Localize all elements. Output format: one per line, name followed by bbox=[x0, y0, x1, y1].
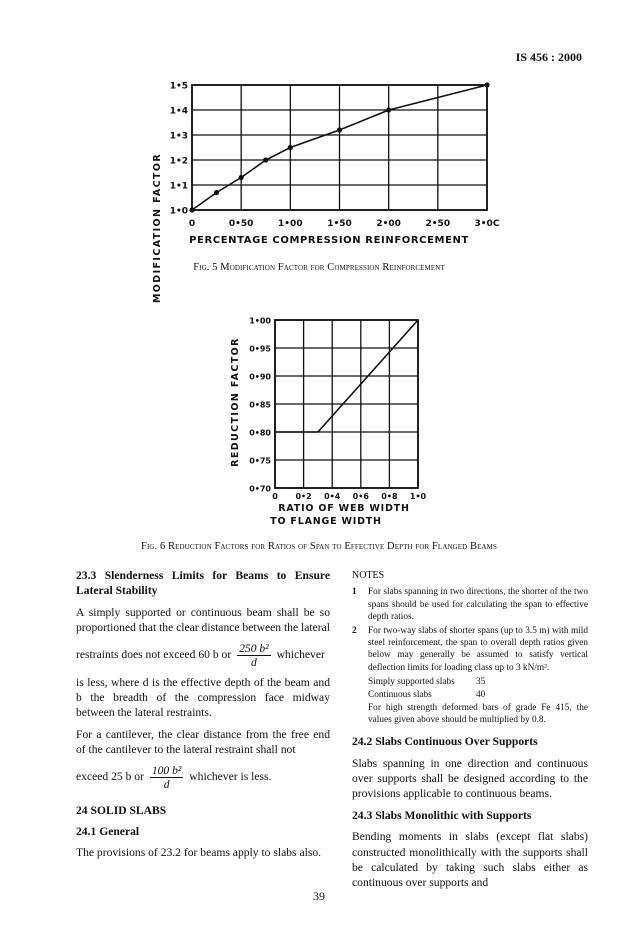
eq2-numerator: 100 b² bbox=[151, 763, 182, 777]
fig6-ytick-label: 0•90 bbox=[249, 372, 271, 382]
section-24-heading: 24 SOLID SLABS bbox=[76, 803, 167, 817]
fig6-ytick-label: 0•75 bbox=[249, 456, 271, 466]
fig5-xtick-label: 2•00 bbox=[376, 219, 401, 229]
paragraph-continuous-slabs: Slabs spanning in one direction and continuous over supports shall be designed according to the provisions applicable to continuous beams. bbox=[352, 756, 588, 801]
notes-title: NOTES bbox=[352, 570, 385, 581]
fig5-data-point bbox=[337, 127, 342, 132]
fig5-data-point bbox=[386, 107, 391, 112]
fig5-tick-labels bbox=[170, 82, 500, 230]
eq2-text-a: exceed 25 b or bbox=[76, 769, 144, 783]
fig5-ytick-label: 1•3 bbox=[169, 131, 188, 142]
note-2-number: 2 bbox=[352, 626, 357, 637]
section-24-1-heading: 24.1 General bbox=[76, 825, 140, 839]
fig5-xtick-label: 1•00 bbox=[278, 219, 303, 229]
eq2-fraction bbox=[150, 764, 184, 791]
eq1-text-b: whichever bbox=[276, 647, 325, 661]
fig5-data-point bbox=[288, 145, 293, 150]
fig6-chart bbox=[0, 296, 638, 546]
fig6-xtick-label: 0•8 bbox=[381, 492, 398, 501]
fig5-data-point bbox=[484, 82, 489, 87]
limit-label: Continuous slabs bbox=[368, 689, 432, 700]
fig5-caption: Fig. 5 Modification Factor for Compression Reinforcement bbox=[193, 262, 445, 273]
eq1-fraction bbox=[237, 642, 271, 669]
eq1-text-a: restraints does not exceed 60 b or bbox=[76, 647, 232, 661]
fig5-data-point bbox=[214, 190, 219, 195]
fig6-caption: Fig. 6 Reduction Factors for Ratios of Span to Effective Depth for Flanged Beams bbox=[141, 541, 497, 552]
fig5-ylabel: MODIFICATION FACTOR bbox=[152, 152, 163, 304]
fig5-ytick-label: 1•2 bbox=[169, 156, 188, 167]
equation-restraint-limit bbox=[76, 642, 330, 669]
fig5-ytick-label: 1•1 bbox=[169, 181, 188, 192]
fig6-xlabel-line2: TO FLANGE WIDTH bbox=[270, 516, 382, 527]
fig6-ylabel: REDUCTION FACTOR bbox=[230, 337, 241, 467]
fig5-ytick-label: 1•5 bbox=[169, 81, 188, 92]
fig6-ytick-label: 0•95 bbox=[249, 344, 271, 354]
note-1 bbox=[352, 586, 588, 623]
standard-code: IS 456 : 2000 bbox=[515, 50, 582, 64]
paragraph-beam-proportion: A simply supported or continuous beam shall be so proportioned that the clear distance between the lateral bbox=[76, 605, 330, 635]
eq1-numerator: 250 b² bbox=[239, 641, 269, 655]
eq1-denominator: d bbox=[250, 655, 257, 669]
fig6-ytick-label: 0•80 bbox=[249, 428, 271, 438]
note-1-number: 1 bbox=[352, 587, 357, 598]
fig5-chart bbox=[0, 70, 638, 320]
fig6-xlabel-line1: RATIO OF WEB WIDTH bbox=[278, 503, 410, 514]
limit-value: 40 bbox=[476, 689, 486, 700]
paragraph-monolithic-slabs: Bending moments in slabs (except flat slabs) constructed monolithically with the supports shall be calculated by taking such slabs either as continuous over supports and bbox=[352, 830, 588, 890]
note-2-footnote: For high strength deformed bars of grade Fe 415, the values given above should be multiplied by 0.8. bbox=[368, 702, 588, 726]
fig5-xtick-label: 1•50 bbox=[327, 219, 352, 229]
equation-cantilever-limit bbox=[76, 764, 330, 791]
eq2-text-b: whichever is less. bbox=[189, 769, 272, 783]
fig5-xtick-label: 0 bbox=[188, 219, 196, 229]
fig6-ytick-label: 1•00 bbox=[249, 316, 271, 326]
fig5-xtick-label: 2•50 bbox=[425, 219, 451, 229]
page-number: 39 bbox=[313, 889, 325, 903]
fig6-xtick-label: 1•0 bbox=[409, 492, 427, 501]
fig5-data-point bbox=[239, 175, 244, 180]
section-24-2-heading: 24.2 Slabs Continuous Over Supports bbox=[352, 735, 538, 749]
fig6-xtick-label: 0•6 bbox=[352, 492, 369, 501]
section-24-3-heading: 24.3 Slabs Monolithic with Supports bbox=[352, 808, 532, 822]
note-2 bbox=[352, 625, 588, 674]
paragraph-cantilever: For a cantilever, the clear distance from the free end of the cantilever to the lateral restraint shall not bbox=[76, 727, 330, 757]
left-column bbox=[76, 568, 330, 867]
paragraph-slab-general: The provisions of 23.2 for beams apply to slabs also. bbox=[76, 846, 322, 860]
fig5-grid bbox=[192, 85, 487, 210]
limit-simply-supported bbox=[368, 676, 588, 689]
fig5-xtick-label: 0•50 bbox=[228, 219, 254, 229]
paragraph-definitions: is less, where d is the effective depth of the beam and b the breadth of the compression face midway between the lateral restraints. bbox=[76, 675, 330, 720]
limit-value: 35 bbox=[476, 676, 486, 687]
right-column bbox=[352, 568, 588, 897]
limit-label: Simply supported slabs bbox=[368, 676, 455, 687]
fig5-ytick-label: 1•0 bbox=[169, 206, 188, 217]
fig6-xtick-label: 0 bbox=[272, 492, 278, 501]
fig5-data-point bbox=[263, 157, 268, 162]
fig6-ytick-label: 0•85 bbox=[249, 400, 271, 410]
note-2-text: For two-way slabs of shorter spans (up to 3.5 m) with mild steel reinforcement, the span to overall depth ratios given below may generally be assumed to satisfy vertical deflection limits for loading class up to 3 kN/m². bbox=[368, 626, 588, 673]
fig5-xtick-label: 3•0C bbox=[474, 219, 500, 229]
eq2-denominator: d bbox=[163, 777, 170, 791]
limit-continuous bbox=[368, 689, 588, 702]
section-23-3-heading: 23.3 Slenderness Limits for Beams to Ensure Lateral Stability bbox=[76, 569, 330, 598]
fig5-xlabel: PERCENTAGE COMPRESSION REINFORCEMENT bbox=[189, 235, 469, 246]
note-1-text: For slabs spanning in two directions, the shorter of the two spans should be used for calculating the span to effective depth ratios. bbox=[368, 587, 588, 622]
fig6-xtick-label: 0•2 bbox=[295, 492, 312, 501]
fig6-ytick-label: 0•70 bbox=[249, 484, 271, 494]
fig5-data-point bbox=[189, 207, 194, 212]
fig5-ytick-label: 1•4 bbox=[169, 106, 188, 117]
fig6-xtick-label: 0•4 bbox=[324, 492, 341, 501]
